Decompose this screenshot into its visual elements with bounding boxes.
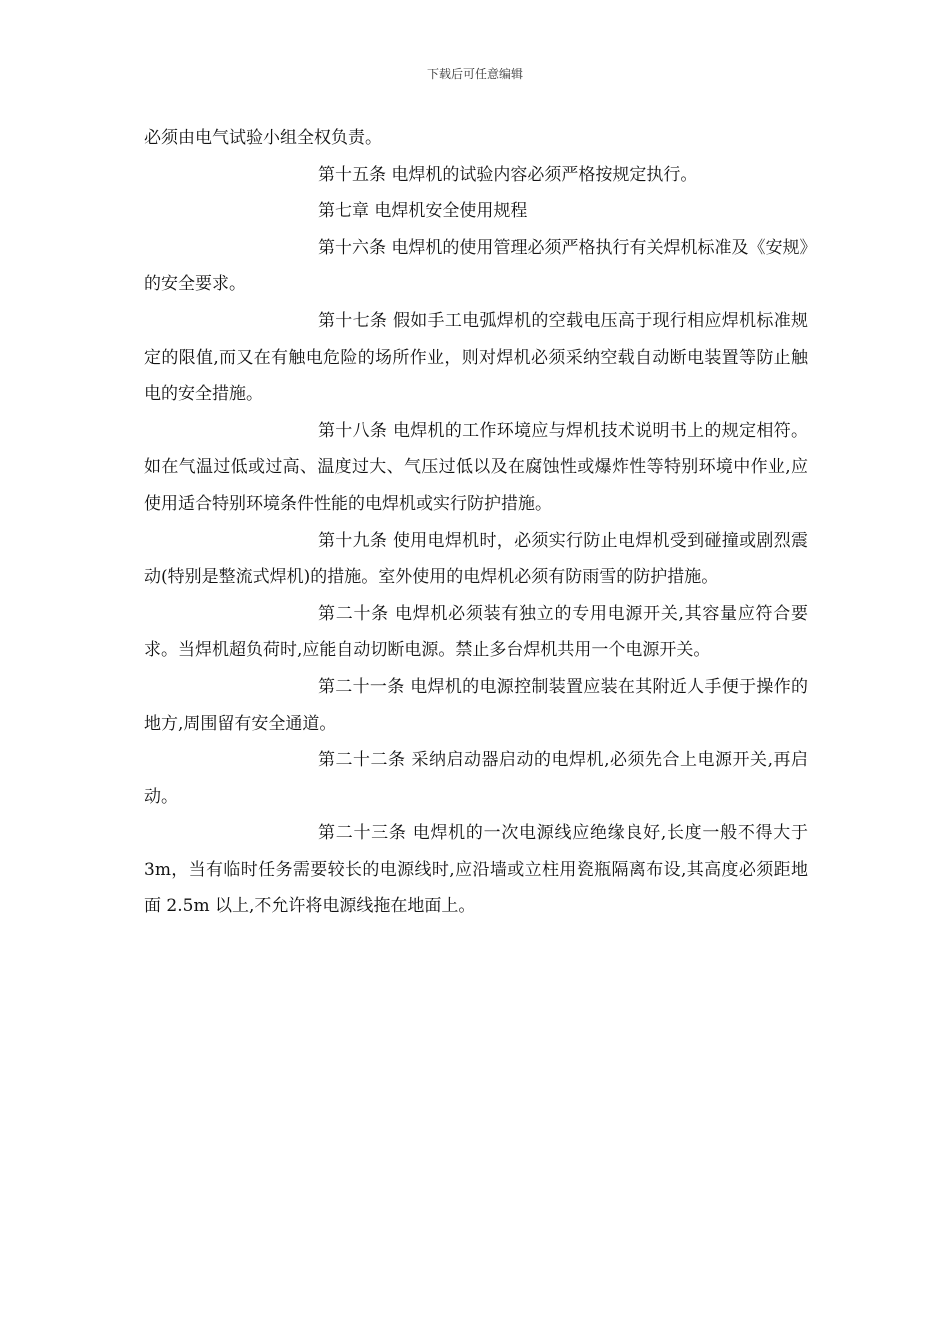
chapter-heading-7: 第七章 电焊机安全使用规程 — [318, 201, 528, 222]
paragraph-article-18: 第十八条 电焊机的工作环境应与焊机技术说明书上的规定相符。如在气温过低或过高、温度过大、气压过低以及在腐蚀性或爆炸性等特别环境中作业,应使用适合特别环境条件性能的电焊机或实行防护措施。 — [144, 420, 808, 514]
paragraph-article-17: 第十七条 假如手工电弧焊机的空载电压高于现行相应焊机标准规定的限值,而又在有触电危险的场所作业，则对焊机必须采纳空载自动断电装置等防止触电的安全措施。 — [144, 310, 808, 405]
paragraph-article-20: 第二十条 电焊机必须装有独立的专用电源开关,其容量应符合要求。当焊机超负荷时,应能自动切断电源。禁止多台焊机共用一个电源开关。 — [144, 603, 808, 661]
paragraph-continuation: 必须由电气试验小组全权负责。 — [144, 128, 382, 148]
page-header: 下载后可任意编辑 — [426, 67, 523, 81]
paragraph-article-23: 第二十三条 电焊机的一次电源线应绝缘良好,长度一般不得大于 3m，当有临时任务需要较长的电源线时,应沿墙或立柱用瓷瓶隔离布设,其高度必须距地面 2.5m 以上,不允许将电源线拖在地面上。 — [144, 823, 808, 917]
paragraph-article-21: 第二十一条 电焊机的电源控制装置应装在其附近人手便于操作的地方,周围留有安全通道。 — [144, 676, 808, 734]
paragraph-article-16: 第十六条 电焊机的使用管理必须严格执行有关焊机标准及《安规》的安全要求。 — [144, 237, 808, 295]
document-body — [144, 120, 808, 925]
paragraph-article-15: 第十五条 电焊机的试验内容必须严格按规定执行。 — [318, 164, 698, 185]
paragraph-article-19: 第十九条 使用电焊机时，必须实行防止电焊机受到碰撞或剧烈震动(特别是整流式焊机)的措施。室外使用的电焊机必须有防雨雪的防护措施。 — [144, 530, 808, 588]
paragraph-article-22: 第二十二条 采纳启动器启动的电焊机,必须先合上电源开关,再启动。 — [144, 750, 808, 807]
